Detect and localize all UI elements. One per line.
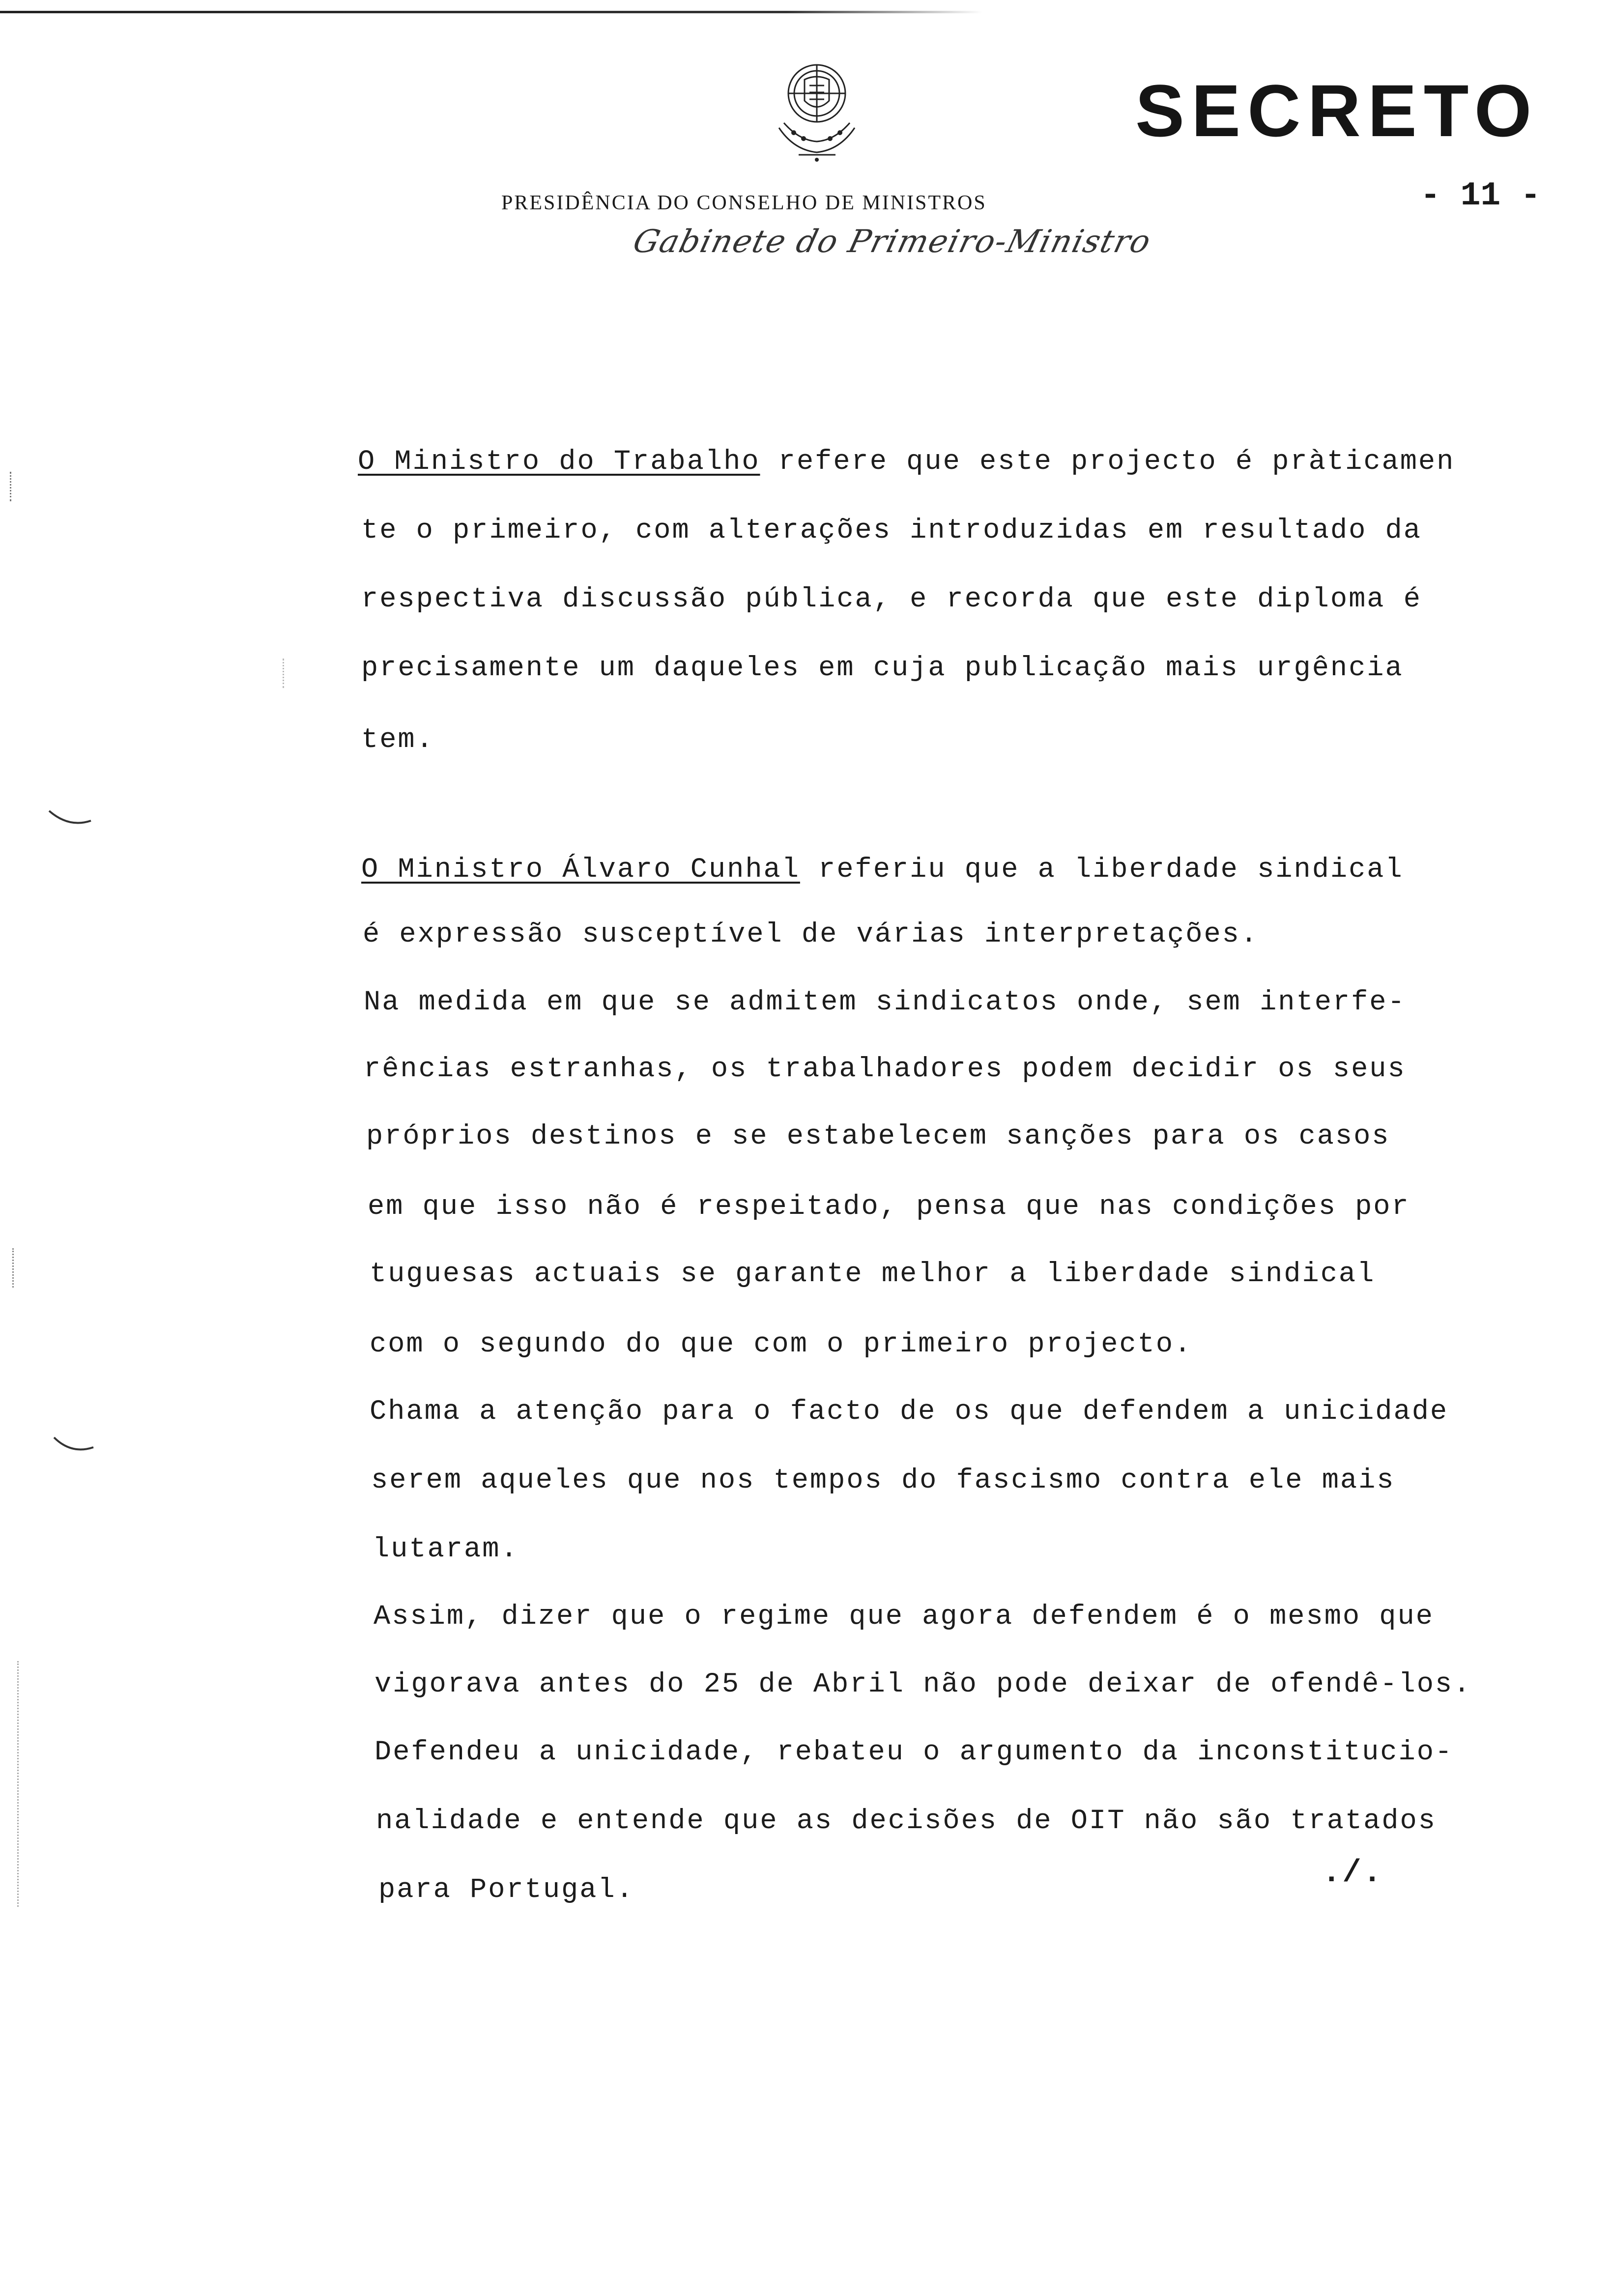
body-line: O Ministro do Trabalho refere que este projecto é pràticamen — [358, 446, 1455, 478]
margin-speck — [10, 472, 13, 501]
body-line: precisamente um daqueles em cuja publicação mais urgência — [361, 653, 1404, 684]
body-line: próprios destinos e se estabelecem sanções para os casos — [366, 1121, 1390, 1152]
margin-fold-mark — [52, 1433, 96, 1457]
body-line: lutaram. — [373, 1534, 519, 1565]
speaker-name: O Ministro do Trabalho — [358, 446, 760, 478]
body-line: vigorava antes do 25 de Abril não pode deixar de ofendê-los. — [374, 1669, 1472, 1700]
body-line: Chama a atenção para o facto de os que defendem a unicidade — [370, 1396, 1449, 1428]
margin-fold-mark — [47, 806, 93, 831]
page-number: - 11 - — [1420, 177, 1541, 215]
body-line: para Portugal. — [378, 1874, 634, 1906]
body-line: rências estranhas, os trabalhadores podem decidir os seus — [364, 1054, 1406, 1085]
body-line: em que isso não é respeitado, pensa que nas condições por — [368, 1191, 1410, 1223]
body-line: é expressão susceptível de várias interpretações. — [363, 919, 1259, 950]
body-line: Defendeu a unicidade, rebateu o argumento da inconstitucio- — [374, 1737, 1454, 1768]
classification-stamp: SECRETO — [1135, 69, 1539, 152]
body-line: O Ministro Álvaro Cunhal referiu que a liberdade sindical — [361, 854, 1404, 886]
speaker-name: O Ministro Álvaro Cunhal — [361, 854, 800, 886]
body-line: te o primeiro, com alterações introduzidas em resultado da — [361, 515, 1422, 546]
body-line: Assim, dizer que o regime que agora defendem é o mesmo que — [374, 1601, 1434, 1633]
margin-speck — [17, 1661, 20, 1907]
body-line: com o segundo do que com o primeiro projecto. — [370, 1329, 1193, 1360]
institution-heading: PRESIDÊNCIA DO CONSELHO DE MINISTROS — [501, 192, 987, 214]
body-line: nalidade e entende que as decisões de OIT não são tratados — [376, 1806, 1437, 1837]
office-subheading: Gabinete do Primeiro-Ministro — [629, 224, 1155, 260]
continuation-mark: ./. — [1322, 1856, 1383, 1891]
margin-speck — [12, 1248, 15, 1288]
top-rule — [0, 11, 983, 13]
body-line: serem aqueles que nos tempos do fascismo contra ele mais — [371, 1465, 1395, 1496]
body-line: Na medida em que se admitem sindicatos onde, sem interfe- — [364, 987, 1406, 1018]
body-line: tem. — [361, 724, 434, 756]
margin-speck — [283, 659, 286, 688]
body-line: tuguesas actuais se garante melhor a liberdade sindical — [370, 1259, 1376, 1290]
coat-of-arms-icon — [764, 54, 870, 167]
body-line: respectiva discussão pública, e recorda que este diploma é — [361, 584, 1422, 615]
